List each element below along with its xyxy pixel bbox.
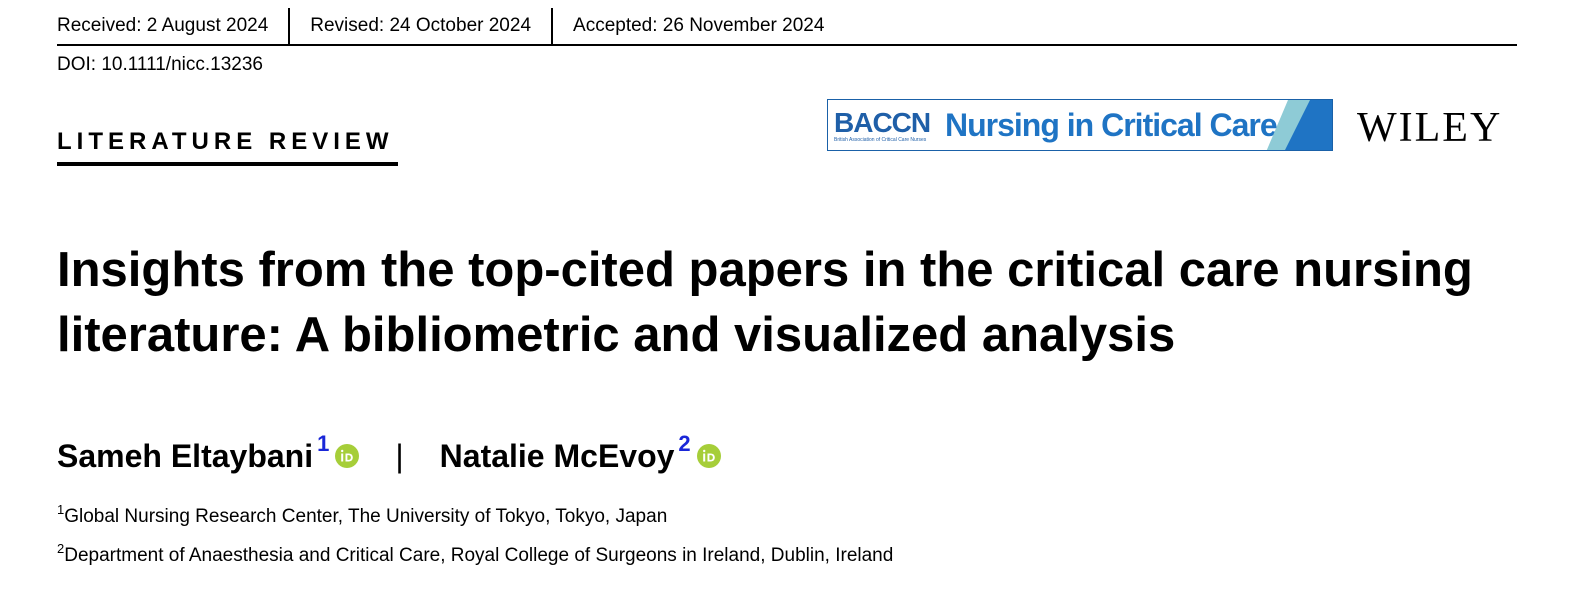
affiliation-text: Department of Anaesthesia and Critical Care, Royal College of Surgeons in Ireland, Dublin, Ireland	[64, 545, 894, 566]
article-title: Insights from the top-cited papers in the critical care nursing literature: A bibliometric and visualized analysis	[57, 243, 1473, 362]
received-date: Received: 2 August 2024	[57, 15, 269, 36]
date-divider	[288, 8, 290, 44]
affiliation-number: 1	[57, 502, 65, 517]
author-list	[57, 432, 721, 480]
section-underline	[57, 162, 398, 166]
author-separator: |	[395, 437, 404, 474]
revised-date: Revised: 24 October 2024	[310, 15, 532, 36]
affiliation-1	[57, 502, 668, 528]
baccn-logo-subtext: British Association of Critical Care Nurses	[834, 137, 927, 143]
baccn-logo-text: BACCN	[834, 107, 931, 138]
orcid-icon[interactable]	[697, 444, 721, 468]
wiley-logo[interactable]: WILEY	[1357, 105, 1503, 151]
affiliation-marker[interactable]: 2	[678, 431, 691, 456]
article-header-page	[57, 0, 1517, 590]
author-2	[439, 431, 721, 475]
section-label: LITERATURE REVIEW	[57, 128, 394, 155]
affiliation-2	[57, 541, 894, 567]
affiliation-text: Global Nursing Research Center, The University of Tokyo, Tokyo, Japan	[64, 506, 668, 527]
orcid-icon[interactable]	[335, 444, 359, 468]
article-dates	[57, 8, 1517, 44]
journal-name: Nursing in Critical Care	[945, 107, 1277, 143]
affiliation-number: 2	[57, 541, 65, 556]
header-rule	[57, 44, 1517, 46]
banner-stripes-graphic	[1266, 100, 1332, 151]
author-name[interactable]: Sameh Eltaybani	[57, 437, 314, 474]
doi-link[interactable]: DOI: 10.1111/nicc.13236	[57, 54, 263, 75]
author-name[interactable]: Natalie McEvoy	[439, 437, 675, 474]
author-1	[57, 431, 359, 475]
baccn-logo	[834, 107, 934, 147]
accepted-date: Accepted: 26 November 2024	[573, 15, 825, 36]
journal-banner[interactable]	[827, 99, 1333, 151]
affiliation-marker[interactable]: 1	[317, 431, 330, 456]
date-divider	[551, 8, 553, 44]
